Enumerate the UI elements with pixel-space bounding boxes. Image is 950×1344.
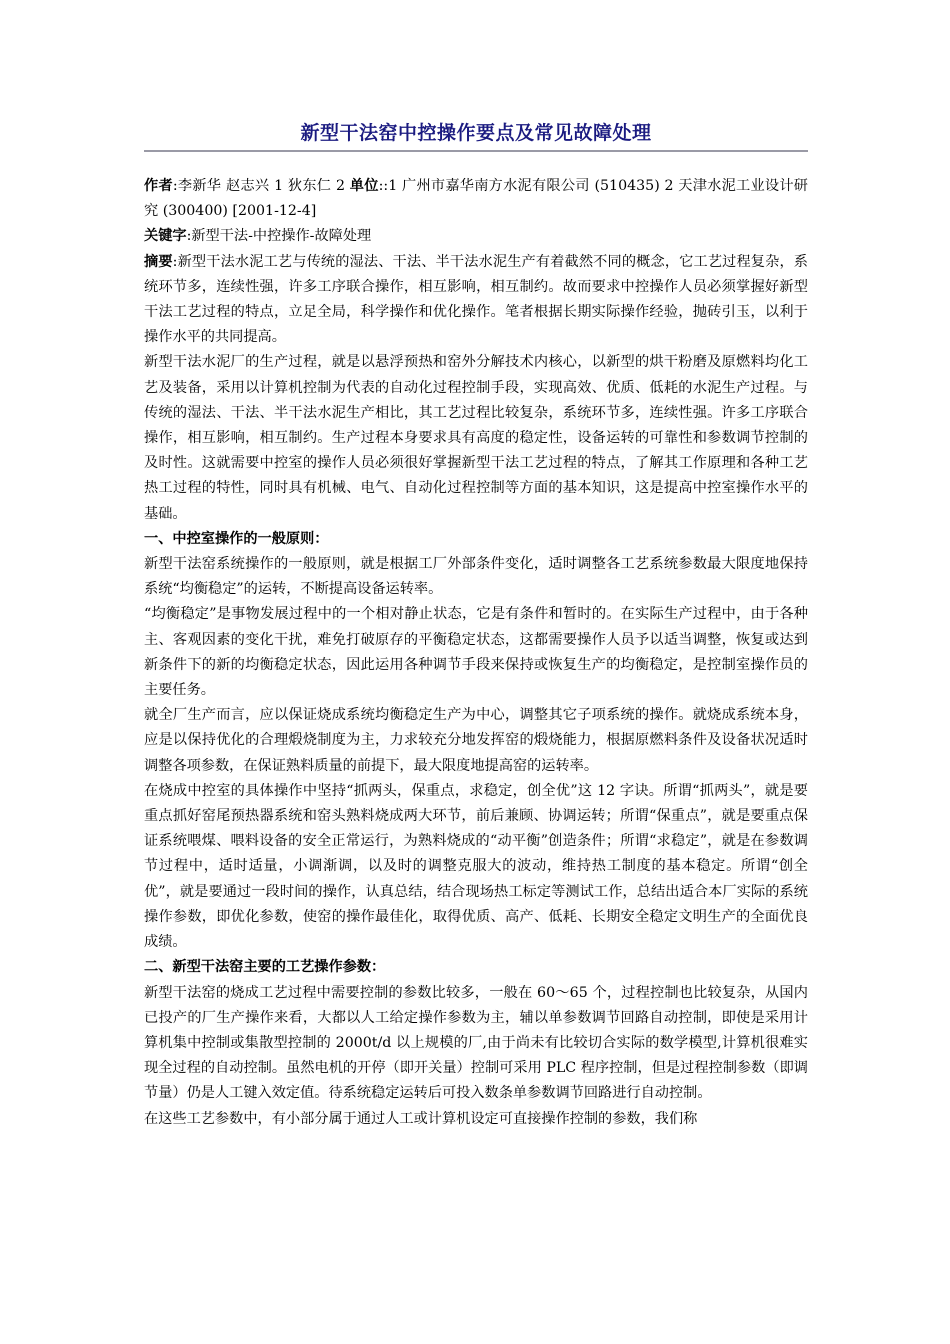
unit-text: ::1 广州市嘉华南方水泥有限公司 (510435) 2 天津水泥工业设计研究 (300400) [2001-12-4]: [144, 178, 808, 220]
keywords-label: 关键字: [144, 228, 187, 245]
section-1-paragraph: “均衡稳定”是事物发展过程中的一个相对静止状态，它是有条件和暂时的。在实际生产过程中，由于各种主、客观因素的变化干扰，难免打破原存的平衡稳定状态，这都需要操作人员予以适当调整，恢复或达到新条件下的新的均衡稳定状态，因此运用各种调节手段来保持或恢复生产的均衡稳定，是控制室操作员的主要任务。: [144, 606, 808, 699]
author-line: [144, 174, 808, 224]
author-text: :李新华 赵志兴 1 狄东仁 2: [172, 178, 350, 194]
section-1-paragraph: 在烧成中控室的具体操作中坚持“抓两头，保重点，求稳定，创全优”这 12 字诀。所谓“抓两头”，就是要重点抓好窑尾预热器系统和窑头熟料烧成两大环节，前后兼顾、协调运转；所谓“保重点”，就是要重点保证系统喂煤、喂料设备的安全正常运行，为熟料烧成的“动平衡”创造条件；所谓“求稳定”，就是在参数调节过程中，适时适量，小调渐调，以及时的调整克服大的波动，维持热工制度的基本稳定。所谓“创全优”，就是要通过一段时间的操作，认真总结，结合现场热工标定等测试工作，总结出适合本厂实际的系统操作参数，即优化参数，使窑的操作最佳化，取得优质、高产、低耗、长期安全稳定文明生产的全面优良成绩。: [144, 782, 808, 951]
section-1-heading: 一、中控室操作的一般原则：: [144, 530, 329, 547]
intro-paragraph: 新型干法水泥厂的生产过程，就是以悬浮预热和窑外分解技术内核心，以新型的烘干粉磨及原燃料均化工艺及装备，采用以计算机控制为代表的自动化过程控制手段，实现高效、优质、低耗的水泥生产过程。与传统的湿法、干法、半干法水泥生产相比，其工艺过程比较复杂，系统环节多，连续性强。许多工序联合操作，相互影响，相互制约。生产过程本身要求具有高度的稳定性，设备运转的可靠性和参数调节控制的及时性。这就需要中控室的操作人员必须很好掌握新型干法工艺过程的特点，了解其工作原理和各种工艺热工过程的特性，同时具有机械、电气、自动化过程控制等方面的基本知识，这是提高中控室操作水平的基础。: [144, 354, 808, 522]
section-2-paragraph: 在这些工艺参数中，有小部分属于通过人工或计算机设定可直接操作控制的参数，我们称: [144, 1110, 698, 1127]
abstract-label: 摘要: [144, 253, 173, 270]
abstract-text: :新型干法水泥工艺与传统的湿法、干法、半干法水泥生产有着截然不同的概念，它工艺过程复杂，系统环节多，连续性强，许多工序联合操作，相互影响，相互制约。故而要求中控操作人员必须掌握好新型干法工艺过程的特点，立足全局，科学操作和优化操作。笔者根据长期实际操作经验，抛砖引玉，以利于操作水平的共同提高。: [144, 253, 808, 346]
section-1-paragraph: 就全厂生产而言，应以保证烧成系统均衡稳定生产为中心，调整其它子项系统的操作。就烧成系统本身，应是以保持优化的合理煅烧制度为主，力求较充分地发挥窑的煅烧能力，根据原燃料条件及设备状况适时调整各项参数，在保证熟料质量的前提下，最大限度地提高窑的运转率。: [144, 707, 808, 774]
unit-label: 单位: [349, 178, 379, 194]
keywords-line: [144, 224, 808, 249]
document-page: [144, 118, 808, 1132]
section-1-paragraph: 新型干法窑系统操作的一般原则，就是根据工厂外部条件变化，适时调整各工艺系统参数最大限度地保持系统“均衡稳定”的运转，不断提高设备运转率。: [144, 556, 808, 598]
section-2-heading: 二、新型干法窑主要的工艺操作参数：: [144, 959, 386, 976]
author-label: 作者: [144, 178, 173, 194]
document-title: 新型干法窑中控操作要点及常见故障处理: [144, 118, 808, 152]
abstract-paragraph: [144, 250, 808, 351]
section-2-paragraph: 新型干法窑的烧成工艺过程中需要控制的参数比较多，一般在 60～65 个，过程控制也比较复杂，从国内已投产的厂生产操作来看，大都以人工给定操作参数为主，辅以单参数调节回路自动控制，即使是采用计算机集中控制或集散型控制的 2000t/d 以上规模的厂,由于尚未有比较切合实际的数学模型,计算机很难实现全过程的自动控制。虽然电机的开停（即开关量）控制可采用 PLC 程序控制，但是过程控制参数（即调节量）仍是人工键入效定值。待系统稳定运转后可投入数条单参数调节回路进行自动控制。: [144, 984, 808, 1102]
keywords-text: :新型干法-中控操作-故障处理: [186, 228, 372, 245]
